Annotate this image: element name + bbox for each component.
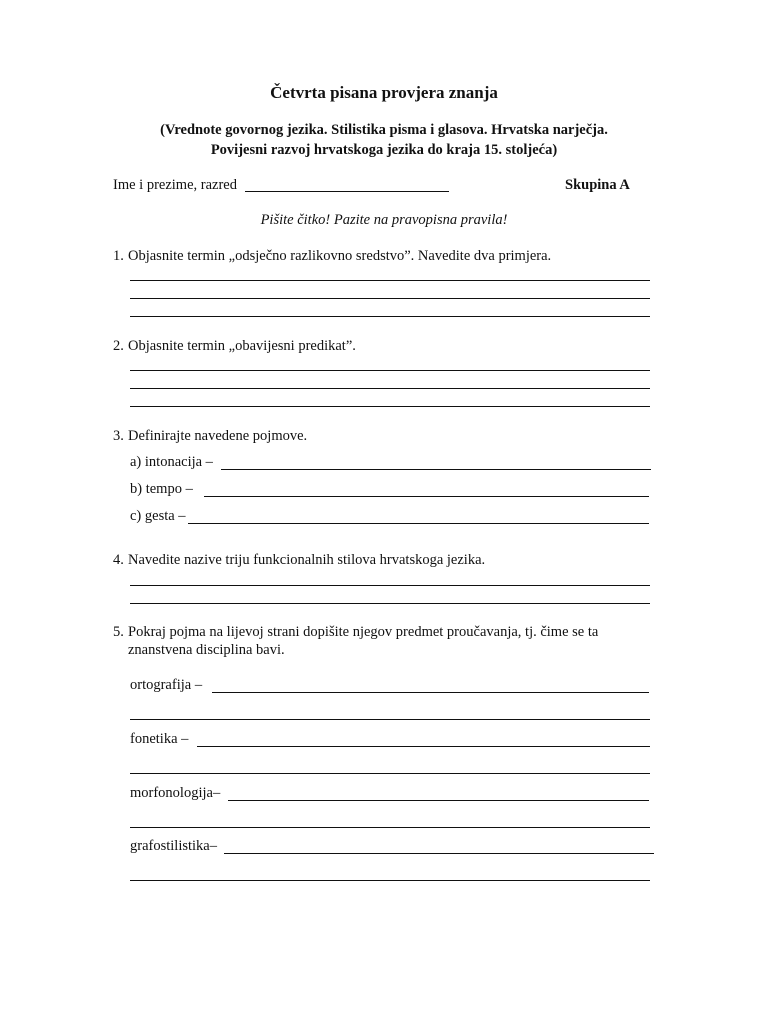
question-3-number: 3. (113, 428, 124, 444)
question-3-text: Definirajte navedene pojmove. (128, 428, 308, 444)
answer-line[interactable] (228, 800, 649, 801)
term-ortografija: ortografija – (130, 677, 203, 693)
question-1-text: Objasnite termin „odsječno razlikovno sredstvo”. Navedite dva primjera. (128, 248, 552, 264)
answer-line[interactable] (204, 496, 649, 497)
question-4-number: 4. (113, 552, 124, 568)
answer-line[interactable] (130, 827, 650, 828)
answer-line[interactable] (130, 585, 650, 586)
term-fonetika: fonetika – (130, 731, 189, 747)
subtitle-line-1: (Vrednote govornog jezika. Stilistika pisma i glasova. Hrvatska narječja. (160, 122, 608, 138)
question-2-text: Objasnite termin „obavijesni predikat”. (128, 338, 356, 354)
answer-line[interactable] (130, 719, 650, 720)
question-1-number: 1. (113, 248, 124, 264)
term-intonacija: a) intonacija – (130, 454, 213, 470)
answer-line[interactable] (130, 603, 650, 604)
page-title: Četvrta pisana provjera znanja (270, 83, 498, 102)
answer-line[interactable] (130, 280, 650, 281)
name-label: Ime i prezime, razred (113, 177, 237, 193)
term-grafostilistika: grafostilistika– (130, 838, 217, 854)
answer-line[interactable] (130, 388, 650, 389)
answer-line[interactable] (221, 469, 651, 470)
question-2-number: 2. (113, 338, 124, 354)
answer-line[interactable] (130, 316, 650, 317)
answer-line[interactable] (224, 853, 654, 854)
term-gesta: c) gesta – (130, 508, 186, 524)
answer-line[interactable] (130, 773, 650, 774)
answer-line[interactable] (197, 746, 650, 747)
answer-line[interactable] (130, 406, 650, 407)
answer-line[interactable] (130, 880, 650, 881)
answer-line[interactable] (212, 692, 649, 693)
question-5-text-line-2: znanstvena disciplina bavi. (128, 642, 285, 658)
question-5-number: 5. (113, 624, 124, 640)
question-5-text-line-1: Pokraj pojma na lijevoj strani dopišite njegov predmet proučavanja, tj. čime se ta (128, 624, 599, 640)
term-tempo: b) tempo – (130, 481, 193, 497)
subtitle-line-2: Povijesni razvoj hrvatskoga jezika do kraja 15. stoljeća) (210, 142, 558, 158)
answer-line[interactable] (188, 523, 649, 524)
answer-line[interactable] (130, 370, 650, 371)
instruction: Pišite čitko! Pazite na pravopisna pravila! (260, 212, 508, 228)
term-morfonologija: morfonologija– (130, 785, 221, 801)
group-label: Skupina A (565, 177, 630, 193)
question-4-text: Navedite nazive triju funkcionalnih stilova hrvatskoga jezika. (128, 552, 486, 568)
name-answer-line[interactable] (245, 191, 449, 192)
answer-line[interactable] (130, 298, 650, 299)
